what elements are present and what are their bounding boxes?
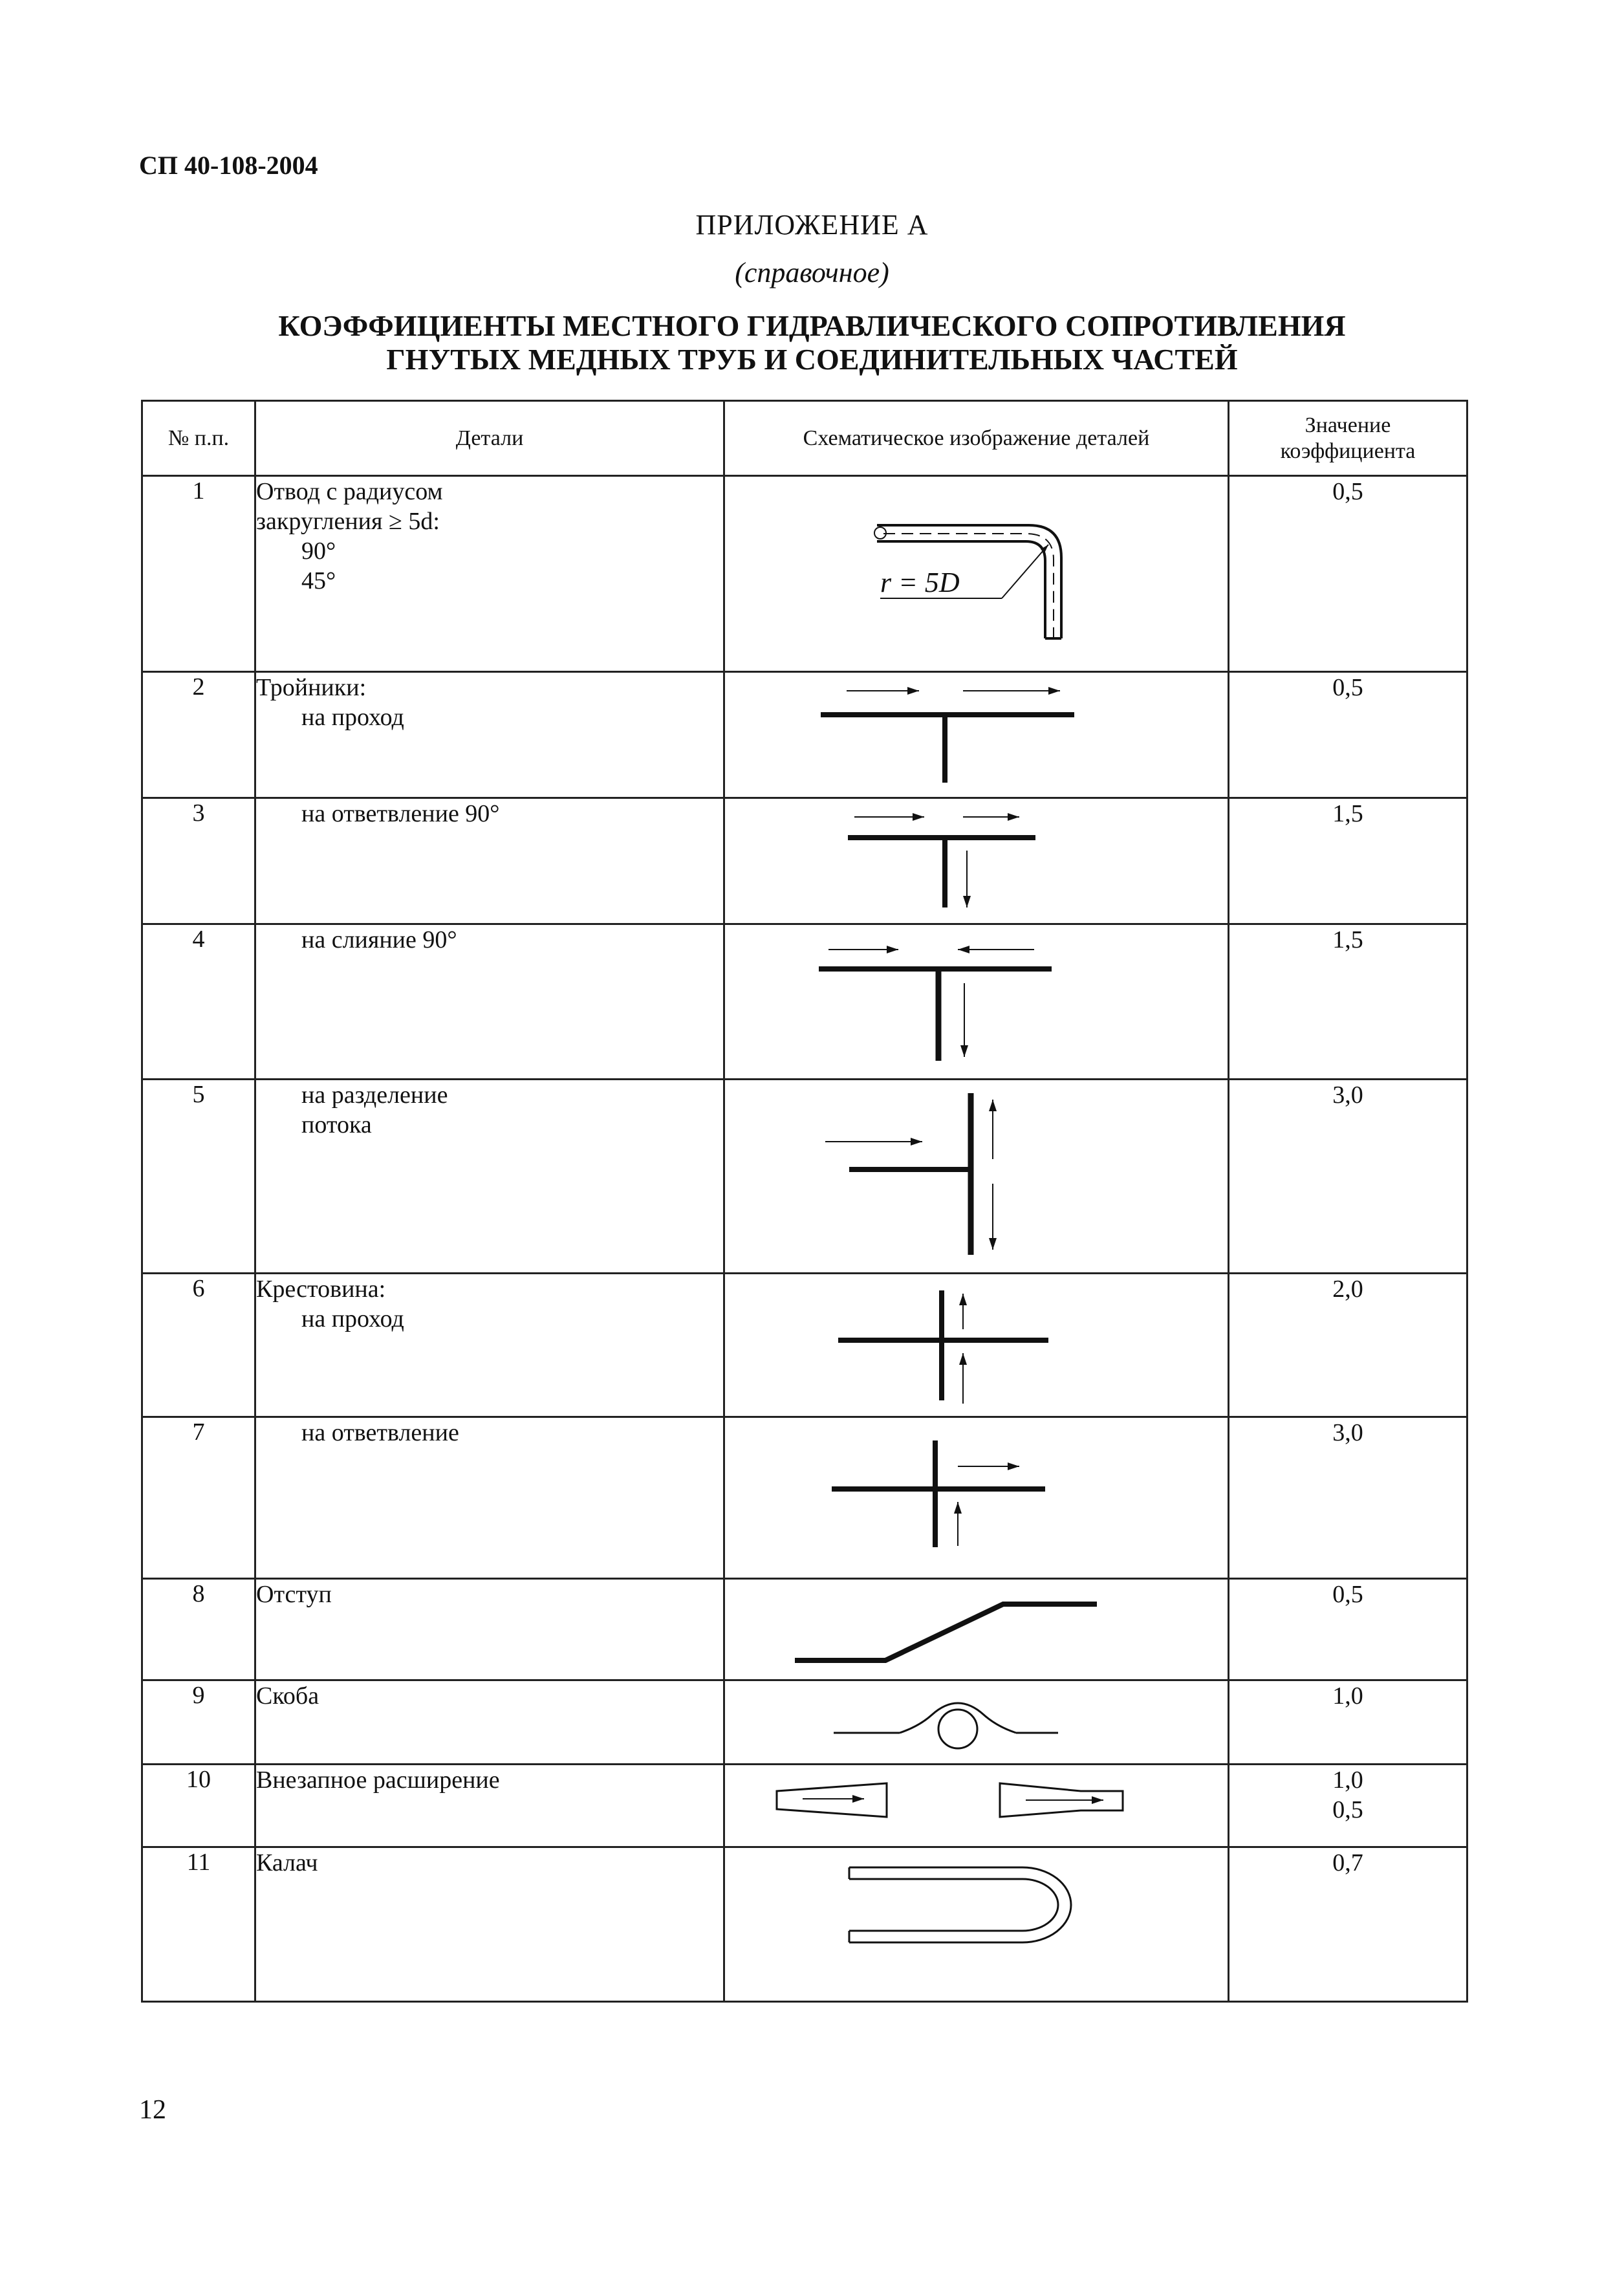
page-number: 12 — [139, 2095, 166, 2125]
cross-pass-schematic — [725, 1274, 1229, 1415]
col-header-detail: Детали — [255, 401, 724, 476]
row-schema — [724, 924, 1229, 1080]
row-detail — [255, 1274, 724, 1417]
u-bend-schematic — [725, 1848, 1229, 2000]
row-value: 1,0 — [1229, 1680, 1467, 1765]
cross-branch-schematic — [725, 1418, 1229, 1577]
row-schema — [724, 1274, 1229, 1417]
col-header-number: № п.п. — [142, 401, 255, 476]
detail-sub: на разделение — [301, 1081, 448, 1109]
table-row — [142, 476, 1467, 672]
col-header-schema: Схематическое изображение деталей — [724, 401, 1229, 476]
detail-line: Отступ — [256, 1581, 332, 1608]
row-value: 0,5 — [1229, 476, 1467, 672]
row-detail — [255, 476, 724, 672]
row-value: 0,5 — [1229, 672, 1467, 798]
detail-line: Скоба — [256, 1682, 319, 1710]
row-number: 5 — [142, 1080, 255, 1274]
detail-sub: на проход — [301, 1305, 404, 1332]
row-number: 8 — [142, 1579, 255, 1680]
table-row — [142, 672, 1467, 798]
table-row — [142, 1080, 1467, 1274]
row-number: 10 — [142, 1765, 255, 1847]
row-value: 1,5 — [1229, 924, 1467, 1080]
tee-merge-schematic — [725, 925, 1229, 1078]
tee-split-schematic — [725, 1080, 1229, 1272]
row-schema — [724, 1847, 1229, 2002]
row-detail — [255, 1847, 724, 2002]
row-number: 2 — [142, 672, 255, 798]
document-code: СП 40-108-2004 — [139, 151, 318, 180]
appendix-title: ПРИЛОЖЕНИЕ А — [695, 209, 929, 241]
row-schema — [724, 1080, 1229, 1274]
detail-line: Внезапное расширение — [256, 1766, 500, 1794]
detail-sub: 45° — [301, 567, 336, 594]
detail-sub: 90° — [301, 538, 336, 565]
detail-line: Крестовина: — [256, 1276, 386, 1303]
row-value: 1,5 — [1229, 798, 1467, 924]
row-value — [1229, 1765, 1467, 1847]
row-value: 3,0 — [1229, 1080, 1467, 1274]
table-header-row — [142, 401, 1467, 476]
schema-label: r = 5D — [880, 567, 960, 598]
row-value: 0,5 — [1229, 1579, 1467, 1680]
row-detail — [255, 672, 724, 798]
table-row — [142, 1680, 1467, 1765]
row-number: 9 — [142, 1680, 255, 1765]
detail-line: Калач — [256, 1849, 318, 1876]
table-row — [142, 1579, 1467, 1680]
row-schema — [724, 1579, 1229, 1680]
coefficients-table — [141, 400, 1468, 2003]
appendix-note: (справочное) — [735, 257, 889, 288]
bend-schematic — [725, 477, 1229, 671]
value-line: 0,5 — [1332, 1796, 1363, 1823]
row-schema — [724, 1417, 1229, 1579]
main-title-line-1: КОЭФФИЦИЕНТЫ МЕСТНОГО ГИДРАВЛИЧЕСКОГО СОПРОТИВЛЕНИЯ — [278, 309, 1346, 342]
row-number: 11 — [142, 1847, 255, 2002]
row-value: 3,0 — [1229, 1417, 1467, 1579]
tee-pass-schematic — [725, 673, 1229, 796]
row-schema — [724, 1765, 1229, 1847]
detail-line: Отвод с радиусом — [256, 478, 443, 505]
row-detail — [255, 924, 724, 1080]
table-row — [142, 1274, 1467, 1417]
table-row — [142, 924, 1467, 1080]
row-schema — [724, 1680, 1229, 1765]
row-value: 2,0 — [1229, 1274, 1467, 1417]
row-number: 1 — [142, 476, 255, 672]
row-detail — [255, 1080, 724, 1274]
row-value: 0,7 — [1229, 1847, 1467, 2002]
detail-sub: на проход — [301, 704, 404, 731]
detail-sub: на ответвление 90° — [301, 800, 500, 827]
row-detail — [255, 1680, 724, 1765]
offset-schematic — [725, 1580, 1229, 1679]
expansion-schematic — [725, 1765, 1229, 1845]
table-row — [142, 1847, 1467, 2002]
row-detail — [255, 1579, 724, 1680]
detail-sub: на слияние 90° — [301, 926, 457, 953]
detail-sub: на ответвление — [301, 1419, 459, 1446]
col-header-value: Значение коэффициента — [1229, 401, 1467, 476]
row-detail — [255, 1417, 724, 1579]
table-row — [142, 1417, 1467, 1579]
table-row — [142, 1765, 1467, 1847]
row-schema — [724, 476, 1229, 672]
tee-branch-schematic — [725, 799, 1229, 922]
row-number: 6 — [142, 1274, 255, 1417]
row-schema — [724, 672, 1229, 798]
row-number: 7 — [142, 1417, 255, 1579]
value-line: 1,0 — [1332, 1766, 1363, 1794]
main-title — [0, 309, 1624, 376]
detail-line: Тройники: — [256, 674, 367, 701]
row-number: 3 — [142, 798, 255, 924]
table-row — [142, 798, 1467, 924]
detail-sub: потока — [301, 1111, 372, 1138]
row-schema — [724, 798, 1229, 924]
row-detail — [255, 1765, 724, 1847]
detail-line: закругления ≥ 5d: — [256, 508, 440, 535]
row-number: 4 — [142, 924, 255, 1080]
main-title-line-2: ГНУТЫХ МЕДНЫХ ТРУБ И СОЕДИНИТЕЛЬНЫХ ЧАСТЕЙ — [386, 343, 1238, 376]
bracket-schematic — [725, 1681, 1229, 1763]
row-detail — [255, 798, 724, 924]
